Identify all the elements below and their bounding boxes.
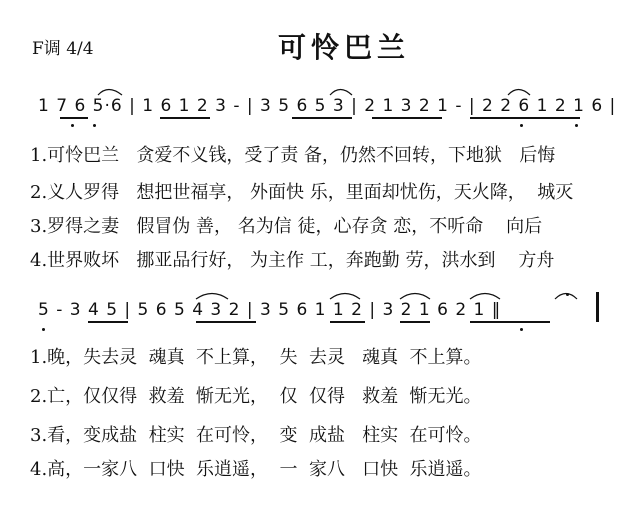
lyric-verse-2: 2.义人罗得 想把世福享， 外面快 乐，里面却忧伤，天火降， 城灭 [30,182,574,203]
lyric-verse-1: 1.可怜巴兰 贪爱不义钱，受了责 备，仍然不回转，下地狱 后悔 [30,145,556,166]
beam-underline [292,117,352,119]
notation-row-2: 5 - 3 4 5 | 5 6 5 4 3 2 | 3 5 6 1 1 2 | 3 2 1 6 2 1 ‖ [38,300,502,320]
beam-underline [88,321,128,323]
low-octave-dot [71,124,74,127]
beam-underline [372,117,442,119]
lyric-verse-4: 4.世界败坏 挪亚品行好， 为主作 工，奔跑勤 劳，洪水到 方舟 [30,250,555,271]
low-octave-dot [575,124,578,127]
beam-underline [160,117,210,119]
beam-underline [400,321,430,323]
lyric-verse-4-cont: 4.高，一家八 口快 乐逍遥， 一 家八 口快 乐逍遥。 [30,459,482,480]
low-octave-dot [93,124,96,127]
beam-underline [470,321,550,323]
low-octave-dot [520,328,523,331]
lyric-verse-3-cont: 3.看，变成盐 柱实 在可怜， 变 成盐 柱实 在可怜。 [30,425,482,446]
beam-underline [470,117,580,119]
low-octave-dot [42,328,45,331]
song-title: 可怜巴兰 [278,31,411,64]
low-octave-dot [520,124,523,127]
beam-underline [330,321,365,323]
lyric-verse-2-cont: 2.亡，仅仅得 救羞 惭无光， 仅 仅得 救羞 惭无光。 [30,386,482,407]
key-signature: F调 4/4 [32,39,94,59]
high-octave-dot [566,293,569,296]
beam-underline [60,117,88,119]
lyric-verse-3: 3.罗得之妻 假冒伪 善， 名为信 徒，心存贪 恋，不听命 向后 [30,216,543,237]
lyric-verse-1-cont: 1.晚，失去灵 魂真 不上算， 失 去灵 魂真 不上算。 [30,347,482,368]
final-barline [596,292,599,322]
notation-row-1: 1 7 6 5·6 | 1 6 1 2 3 - | 3 5 6 5 3 | 2 1 3 2 1 - | 2 2 6 1 2 1 6 | [38,96,617,116]
beam-underline [196,321,256,323]
